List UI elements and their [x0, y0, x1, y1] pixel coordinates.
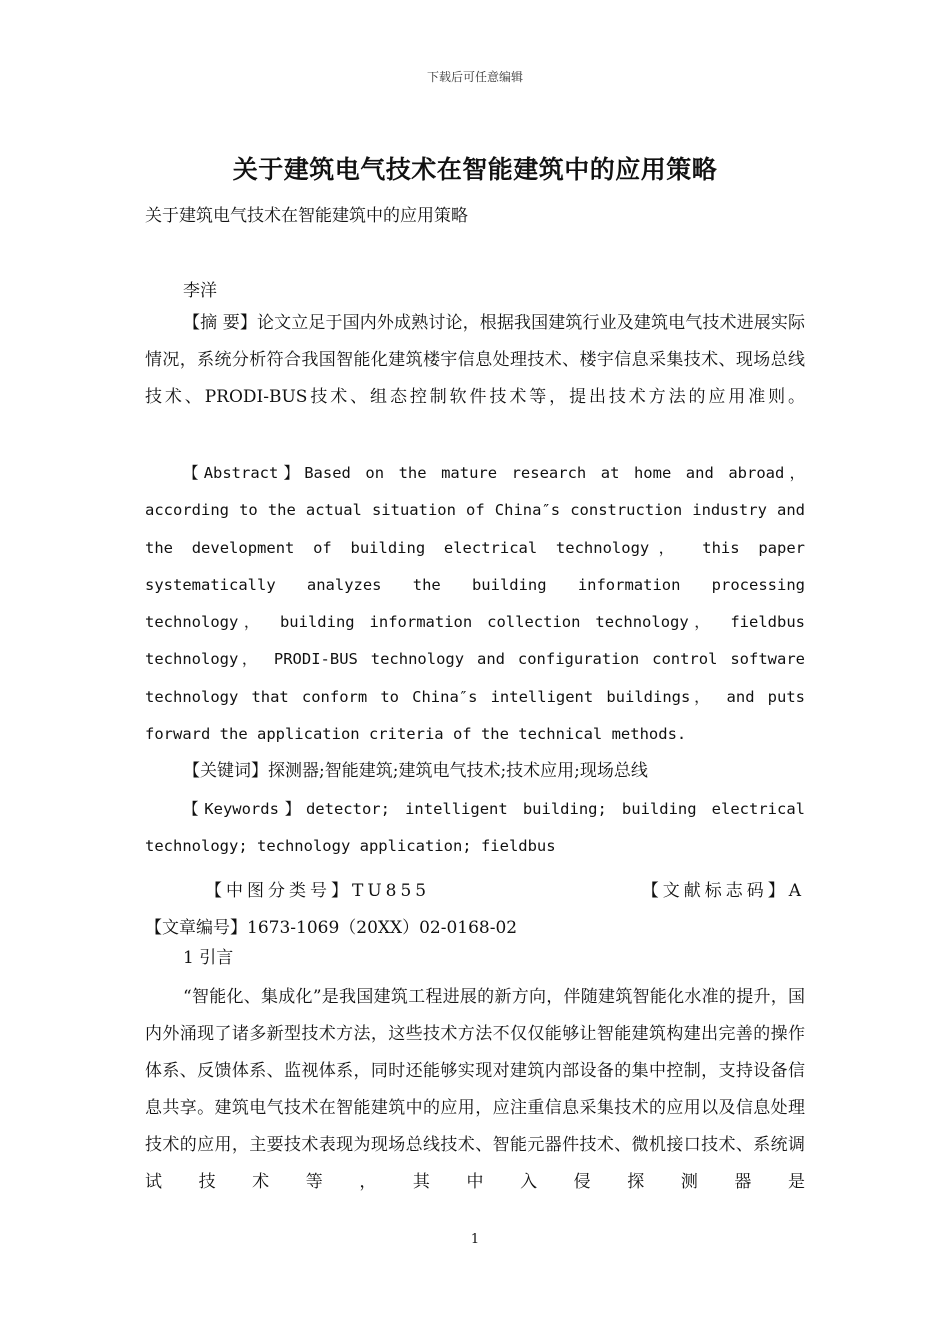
abstract-cn: 【摘 要】论文立足于国内外成熟讨论，根据我国建筑行业及建筑电气技术进展实际情况，系统分析符合我国智能化建筑楼宇信息处理技术、楼宇信息采集技术、现场总线技术、PRODI-BUS技术、组态控制软件技术等，提出技术方法的应用准则。: [145, 313, 805, 407]
article-number: 【文章编号】1673-1069（20XX）02-0168-02: [145, 918, 518, 938]
intro-paragraph: “智能化、集成化”是我国建筑工程进展的新方向，伴随建筑智能化水准的提升，国内外涌现了诸多新型技术方法，这些技术方法不仅仅能够让智能建筑构建出完善的操作体系、反馈体系、监视体系，同时还能够实现对建筑内部设备的集中控制，支持设备信息共享。建筑电气技术在智能建筑中的应用，应注重信息采集技术的应用以及信息处理技术的应用，主要技术表现为现场总线技术、智能元器件技术、微机接口技术、系统调试技术等，其中入侵探测器是: [145, 987, 805, 1192]
author-name: 李洋: [183, 281, 217, 301]
classification-line: [145, 873, 805, 910]
header-note: 下载后可任意编辑: [426, 70, 523, 84]
section-heading: 1 引言: [183, 948, 234, 968]
keywords-cn: 【关键词】探测器;智能建筑;建筑电气技术;技术应用;现场总线: [183, 761, 648, 781]
page-title: 关于建筑电气技术在智能建筑中的应用策略: [232, 155, 718, 184]
page-number: 1: [470, 1232, 480, 1247]
subtitle: 关于建筑电气技术在智能建筑中的应用策略: [145, 206, 468, 226]
keywords-en: 【Keywords】detector; intelligent building; building electrical technology; technology application; fieldbus: [145, 800, 805, 855]
document-code: 【文献标志码】A: [641, 881, 805, 901]
classification-number: 【中图分类号】TU855: [205, 881, 431, 901]
abstract-en: 【Abstract】Based on the mature research at home and abroad，according to the actual situation of China″s construction industry and the development of building electrical technology， this paper systematically analyzes the building information processing technology， building information collection technology， fieldbus technology， PRODI-BUS technology and configuration control software technology that conform to China″s intelligent buildings， and puts forward the application criteria of the technical methods.: [145, 464, 805, 744]
